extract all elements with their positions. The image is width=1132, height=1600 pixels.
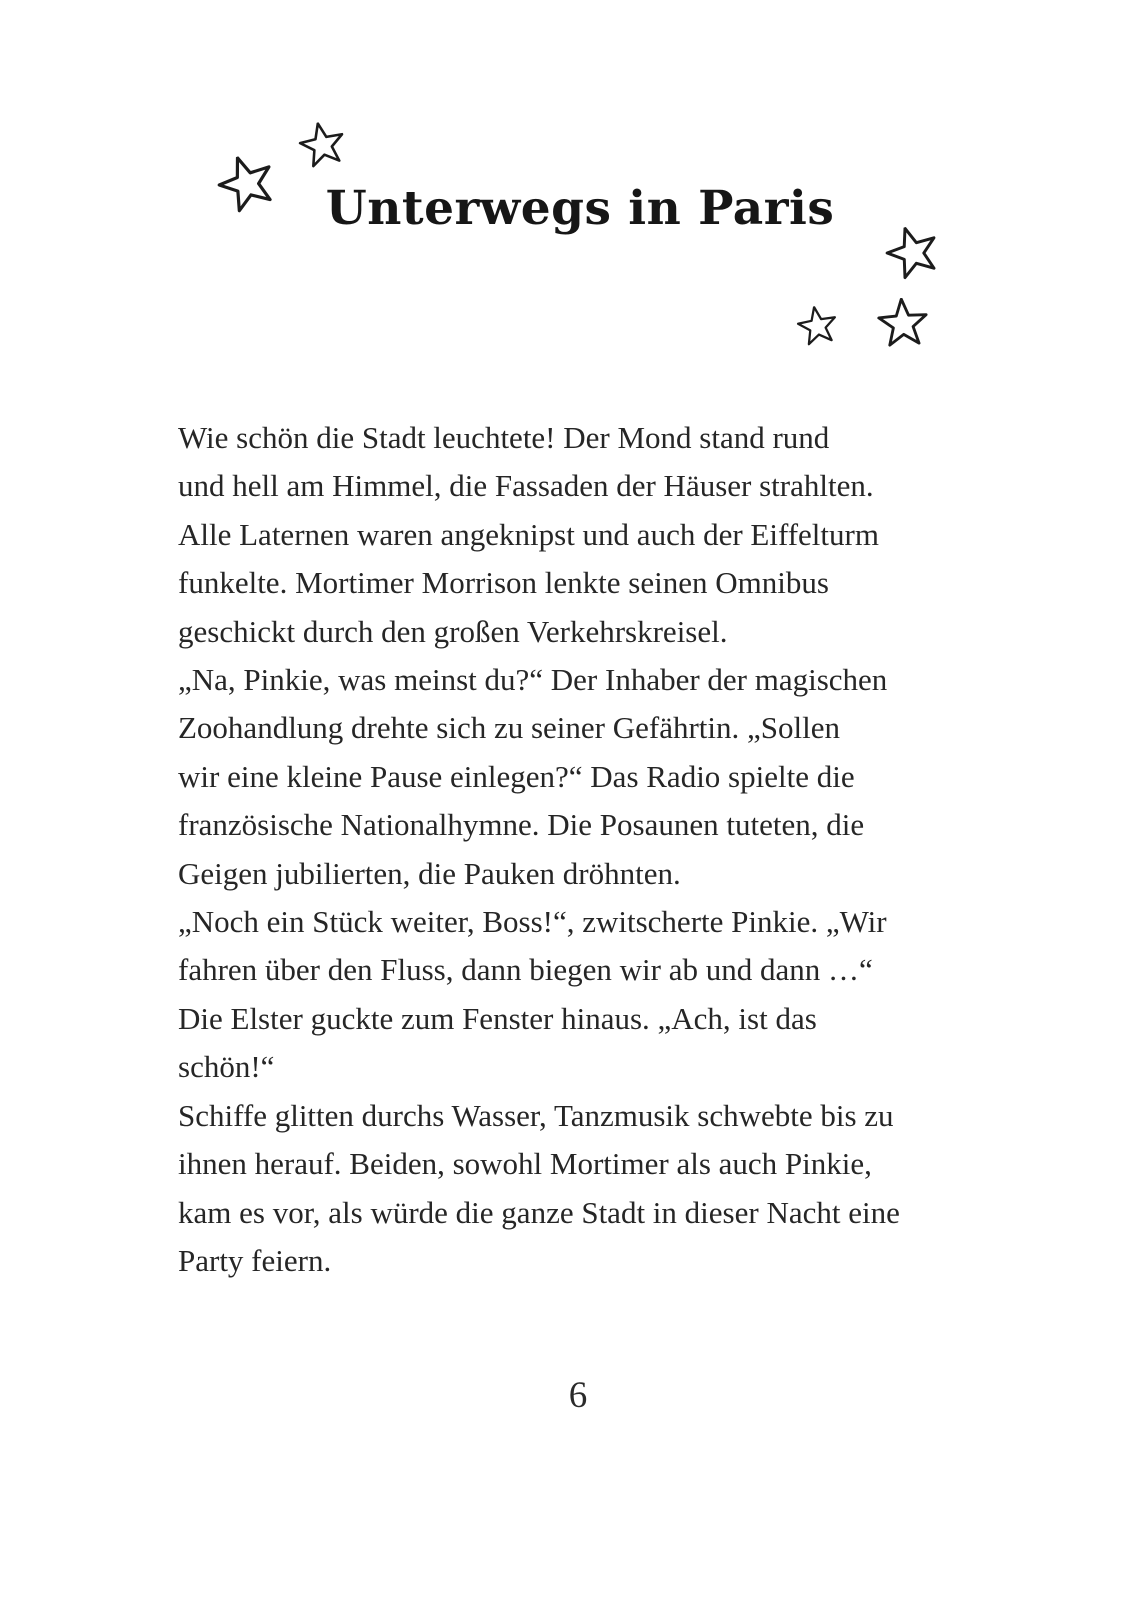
chapter-title: Unterwegs in Paris bbox=[325, 181, 835, 236]
body-line: wir eine kleine Pause einlegen?“ Das Radio spielte die bbox=[178, 758, 855, 794]
body-line: geschickt durch den großen Verkehrskreisel. bbox=[178, 613, 728, 649]
star-icon bbox=[295, 118, 351, 174]
body-line: kam es vor, als würde die ganze Stadt in dieser Nacht eine bbox=[178, 1194, 900, 1230]
body-line: Wie schön die Stadt leuchtete! Der Mond stand rund bbox=[178, 420, 830, 455]
star-icon bbox=[875, 296, 931, 352]
body-line: „Noch ein Stück weiter, Boss!“, zwitscherte Pinkie. „Wir bbox=[178, 904, 887, 940]
body-line: Die Elster guckte zum Fenster hinaus. „Ach, ist das bbox=[178, 1000, 817, 1036]
body-line: Zoohandlung drehte sich zu seiner Gefährtin. „Sollen bbox=[178, 710, 840, 746]
body-line: ihnen herauf. Beiden, sowohl Mortimer als auch Pinkie, bbox=[178, 1146, 872, 1182]
body-line: Schiffe glitten durchs Wasser, Tanzmusik schwebte bis zu bbox=[178, 1097, 894, 1133]
body-line: Alle Laternen waren angeknipst und auch der Eiffelturm bbox=[178, 516, 879, 552]
body-line: „Na, Pinkie, was meinst du?“ Der Inhaber der magischen bbox=[178, 662, 888, 698]
body-line: fahren über den Fluss, dann biegen wir ab und dann …“ bbox=[178, 952, 873, 988]
body-line: Geigen jubilierten, die Pauken dröhnten. bbox=[178, 855, 681, 891]
body-line: und hell am Himmel, die Fassaden der Häuser strahlten. bbox=[178, 468, 874, 504]
star-icon bbox=[794, 303, 841, 350]
page-number: 6 bbox=[568, 1375, 588, 1416]
body-line: französische Nationalhymne. Die Posaunen tuteten, die bbox=[178, 807, 865, 843]
body-line: schön!“ bbox=[178, 1049, 275, 1085]
chapter-header bbox=[0, 0, 1132, 380]
body-line: Party feiern. bbox=[178, 1242, 332, 1278]
chapter-body bbox=[178, 414, 978, 1285]
body-line: funkelte. Mortimer Morrison lenkte seinen Omnibus bbox=[178, 565, 829, 601]
